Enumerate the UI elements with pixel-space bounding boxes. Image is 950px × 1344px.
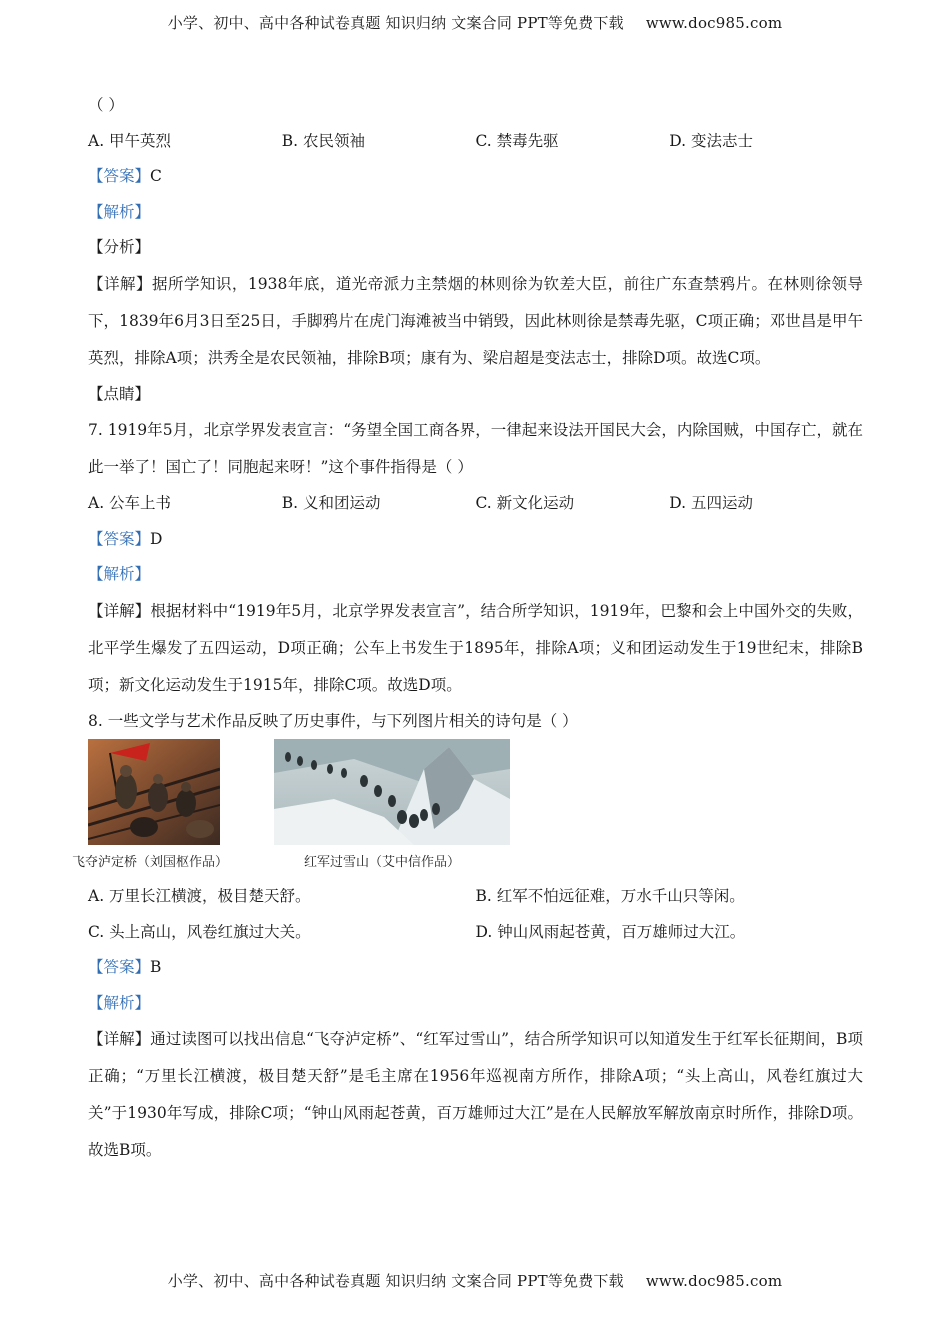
q6-option-a: A. 甲午英烈 <box>88 131 172 150</box>
q6-option-d: D. 变法志士 <box>669 131 753 150</box>
q6-answer-line <box>88 159 863 195</box>
q8-detail <box>88 1021 863 1169</box>
q7-answer-line <box>88 522 863 558</box>
q7-detail-tag: 【详解】 <box>88 601 151 620</box>
q6-detail-tag: 【详解】 <box>88 274 152 293</box>
q6-fenxi-tag: 【分析】 <box>88 238 151 256</box>
q6-detail <box>88 266 863 377</box>
fig1-caption: 飞夺泸定桥（刘国枢作品） <box>72 854 229 869</box>
q7-answer: D <box>150 529 163 548</box>
q7-option-c: C. 新文化运动 <box>475 494 575 512</box>
q7-option-a: A. 公车上书 <box>88 494 172 512</box>
figure-snow-mountain <box>274 739 510 870</box>
footer-text: 小学、初中、高中各种试卷真题 知识归纳 文案合同 PPT等免费下载 <box>167 1272 624 1290</box>
q7-answer-tag: 【答案】 <box>88 529 151 548</box>
q8-option-a: A. 万里长江横渡，极目楚天舒。 <box>88 887 311 905</box>
q8-figures <box>72 739 863 879</box>
header-url[interactable]: www.doc985.com <box>645 14 783 32</box>
snow-mountain-painting <box>274 739 510 845</box>
q6-detail-text: 据所学知识，1938年底，道光帝派力主禁烟的林则徐为钦差大臣，前往广东查禁鸦片。在林则徐领导下，1839年6月3日至25日，手脚鸦片在虎门海滩被当中销毁，因此林则徐是禁毒先驱，C项正确；邓世昌是甲午英烈，排除A项；洪秀全是农民领袖，排除B项；康有为、梁启超是变法志士，排除D项。故选C项。 <box>88 274 863 367</box>
figure-luding-bridge <box>72 739 229 870</box>
page-header <box>0 12 950 33</box>
q8-detail-text: 通过读图可以找出信息“飞夺泸定桥”、“红军过雪山”，结合所学知识可以知道发生于红军长征期间，B项正确；“万里长江横渡，极目楚天舒”是毛主席在1956年巡视南方所作，排除A项；“头上高山，风卷红旗过大关”于1930年写成，排除C项；“钟山风雨起苍黄，百万雄师过大江”是在人民解放军解放南京时所作，排除D项。故选B项。 <box>88 1030 863 1159</box>
q7-option-d: D. 五四运动 <box>669 494 753 512</box>
document-body <box>72 88 863 1169</box>
footer-url[interactable]: www.doc985.com <box>645 1272 783 1290</box>
q7-options <box>88 486 863 522</box>
q8-detail-tag: 【详解】 <box>88 1030 151 1048</box>
q8-option-d: D. 钟山风雨起苍黄，百万雄师过大江。 <box>475 922 746 941</box>
q7-stem: 7. 1919年5月，北京学界发表宣言：“务望全国工商各界，一律起来设法开国民大会，内除国贼，中国存亡，就在此一举了！国亡了！同胞起来呀！”这个事件指得是（ ） <box>88 421 863 476</box>
luding-bridge-painting <box>88 739 220 845</box>
q8-options-ab <box>88 879 863 915</box>
q8-options-cd <box>88 915 863 951</box>
q8-stem: 8. 一些文学与艺术作品反映了历史事件，与下列图片相关的诗句是（ ） <box>88 711 578 730</box>
q6-options <box>88 124 863 160</box>
q6-analysis-tag: 【解析】 <box>88 202 151 221</box>
q8-option-c: C. 头上高山，风卷红旗过大关。 <box>88 922 311 941</box>
q8-answer-line <box>88 950 863 986</box>
page-footer <box>0 1270 950 1291</box>
q8-option-b: B. 红军不怕远征难，万水千山只等闲。 <box>475 887 745 905</box>
q7-analysis-tag: 【解析】 <box>88 565 151 583</box>
q8-analysis-tag: 【解析】 <box>88 993 151 1012</box>
fig2-caption: 红军过雪山（艾中信作品） <box>304 854 461 869</box>
q7-detail-text: 根据材料中“1919年5月，北京学界发表宣言”，结合所学知识，1919年，巴黎和会上中国外交的失败，北平学生爆发了五四运动，D项正确；公车上书发生于1895年，排除A项；义和团运动发生于19世纪末，排除B项；新文化运动发生于1915年，排除C项。故选D项。 <box>88 601 863 694</box>
q7-detail <box>88 593 863 704</box>
q6-option-b: B. 农民领袖 <box>281 131 365 150</box>
q6-paren: （ ） <box>88 96 124 114</box>
q6-answer: C <box>150 167 162 185</box>
q6-option-c: C. 禁毒先驱 <box>475 131 559 150</box>
q6-dianjing-tag: 【点睛】 <box>88 384 151 403</box>
q8-answer-tag: 【答案】 <box>88 958 151 976</box>
header-text: 小学、初中、高中各种试卷真题 知识归纳 文案合同 PPT等免费下载 <box>167 14 624 32</box>
q8-answer: B <box>150 958 162 976</box>
q6-answer-tag: 【答案】 <box>88 167 151 185</box>
q7-option-b: B. 义和团运动 <box>281 494 381 512</box>
